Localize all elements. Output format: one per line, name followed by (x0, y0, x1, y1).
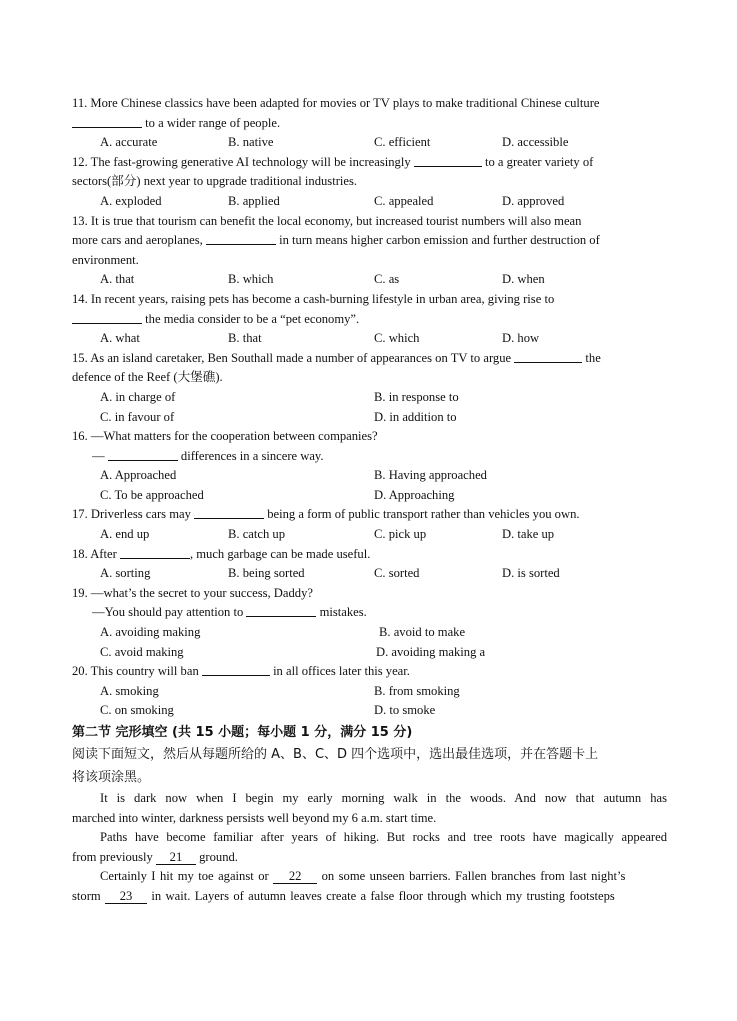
question-11-stem: 11. More Chinese classics have been adapted for movies or TV plays to make traditional Chinese culture (72, 96, 600, 110)
question-13-stem-end: in turn means higher carbon emission and further destruction of (279, 233, 600, 248)
option-b[interactable]: B. which (228, 272, 274, 287)
option-a[interactable]: A. exploded (100, 193, 162, 208)
passage-paragraph-2-line2 (72, 848, 667, 868)
question-14-stem: 14. In recent years, raising pets has become a cash-burning lifestyle in urban area, giving rise to (72, 291, 555, 306)
question-15-line2 (72, 368, 667, 388)
question-13-stem-line3: environment. (72, 252, 139, 267)
option-a[interactable]: A. sorting (100, 566, 151, 581)
option-d[interactable]: D. Approaching (374, 487, 455, 502)
question-12-line2 (72, 172, 667, 192)
question-11 (72, 94, 667, 114)
answer-blank[interactable] (206, 231, 276, 245)
question-12-options (72, 192, 667, 212)
question-19 (72, 584, 667, 604)
option-a[interactable]: A. in charge of (100, 389, 176, 404)
question-19-options-row2 (72, 643, 667, 663)
option-b[interactable]: B. from smoking (374, 683, 460, 698)
question-15-stem: 15. As an island caretaker, Ben Southall made a number of appearances on TV to argue (72, 350, 512, 365)
question-12-stem-line2: sectors(部分) next year to upgrade traditional industries. (72, 174, 358, 189)
question-20-stem: 20. This country will ban (72, 664, 199, 679)
answer-blank[interactable] (202, 662, 270, 676)
question-15-options-row1 (72, 388, 667, 408)
answer-blank[interactable] (72, 114, 142, 128)
question-14-stem-end: the media consider to be a “pet economy”. (145, 311, 360, 326)
question-18 (72, 545, 667, 565)
cloze-blank-21[interactable]: 21 (156, 850, 196, 865)
question-19-line2 (72, 603, 667, 623)
answer-blank[interactable] (246, 603, 316, 617)
question-15-stem-line2: defence of the Reef (大堡礁). (72, 370, 223, 385)
option-d[interactable]: D. to smoke (374, 703, 436, 718)
question-16-stem: 16. —What matters for the cooperation between companies? (72, 429, 378, 444)
question-13-stem: 13. It is true that tourism can benefit the local economy, but increased tourist numbers will also mean (72, 213, 582, 228)
passage-text: Certainly I hit my toe against or (100, 869, 269, 884)
option-a[interactable]: A. end up (100, 527, 150, 542)
question-16-options-row1 (72, 466, 667, 486)
question-16 (72, 427, 667, 447)
question-19-stem-mid: —You should pay attention to (92, 605, 244, 620)
question-15 (72, 349, 667, 369)
answer-blank[interactable] (120, 545, 190, 559)
section-instruction-line2: 将该项涂黑。 (72, 770, 151, 785)
option-d[interactable]: D. avoiding making a (376, 644, 486, 659)
option-b[interactable]: B. that (228, 331, 262, 346)
question-16-line2 (72, 447, 667, 467)
answer-blank[interactable] (194, 505, 264, 519)
section-heading: 第二节 完形填空 (共 15 小题；每小题 1 分，满分 15 分) (72, 725, 413, 740)
option-c[interactable]: C. pick up (374, 527, 427, 542)
question-20 (72, 662, 667, 682)
option-a[interactable]: A. accurate (100, 135, 158, 150)
question-16-dash: — (92, 448, 105, 463)
exam-page (72, 94, 667, 907)
answer-blank[interactable] (514, 349, 582, 363)
option-d[interactable]: D. is sorted (502, 566, 560, 581)
question-11-options (72, 133, 667, 153)
question-11-stem-end: to a wider range of people. (145, 115, 281, 130)
question-17-stem-end: being a form of public transport rather than vehicles you own. (267, 507, 580, 522)
option-c[interactable]: C. in favour of (100, 409, 175, 424)
question-14-line2 (72, 310, 667, 330)
question-17 (72, 505, 667, 525)
question-17-options (72, 525, 667, 545)
passage-text: storm (72, 888, 101, 903)
question-13-line3 (72, 251, 667, 271)
option-b[interactable]: B. Having approached (374, 468, 487, 483)
option-b[interactable]: B. catch up (228, 527, 286, 542)
option-c[interactable]: C. as (374, 272, 400, 287)
answer-blank[interactable] (108, 447, 178, 461)
option-a[interactable]: A. what (100, 331, 140, 346)
option-c[interactable]: C. on smoking (100, 703, 174, 718)
passage-paragraph-1-line2: marched into winter, darkness persists well beyond my 6 a.m. start time. (72, 810, 437, 825)
question-20-stem-end: in all offices later this year. (273, 664, 410, 679)
question-12 (72, 153, 667, 173)
question-14 (72, 290, 667, 310)
question-18-stem: 18. After (72, 546, 117, 561)
option-b[interactable]: B. native (228, 135, 274, 150)
section-instruction: 阅读下面短文，然后从每题所给的 A、B、C、D 四个选项中，选出最佳选项，并在答题卡上 (72, 747, 599, 762)
question-14-options (72, 329, 667, 349)
option-c[interactable]: C. efficient (374, 135, 431, 150)
question-16-options-row2 (72, 486, 667, 506)
passage-text: on some unseen barriers. Fallen branches from last night’s (321, 869, 626, 884)
option-d[interactable]: D. approved (502, 193, 565, 208)
option-b[interactable]: B. being sorted (228, 566, 305, 581)
question-11-line2 (72, 114, 667, 134)
option-c[interactable]: C. sorted (374, 566, 420, 581)
option-d[interactable]: D. when (502, 272, 545, 287)
option-d[interactable]: D. accessible (502, 135, 569, 150)
option-a[interactable]: A. avoiding making (100, 625, 201, 640)
question-20-options-row2 (72, 701, 667, 721)
option-a[interactable]: A. Approached (100, 468, 177, 483)
option-d[interactable]: D. how (502, 331, 540, 346)
question-19-stem-end: mistakes. (319, 605, 367, 620)
option-d[interactable]: D. take up (502, 527, 555, 542)
question-15-stem-end: the (585, 350, 601, 365)
question-19-stem: 19. —what’s the secret to your success, Daddy? (72, 585, 313, 600)
option-c[interactable]: C. avoid making (100, 644, 184, 659)
question-18-options (72, 564, 667, 584)
option-d[interactable]: D. in addition to (374, 409, 457, 424)
option-b[interactable]: B. avoid to make (379, 625, 466, 640)
question-12-stem-end: to a greater variety of (484, 154, 594, 169)
passage-paragraph-1: It is dark now when I begin my early morning walk in the woods. And now that autumn has (100, 791, 667, 805)
question-18-stem-end: , much garbage can be made useful. (189, 546, 371, 561)
question-19-options-row1 (72, 623, 667, 643)
question-15-options-row2 (72, 408, 667, 428)
question-20-options-row1 (72, 682, 667, 702)
question-13 (72, 212, 667, 232)
option-a[interactable]: A. smoking (100, 683, 159, 698)
passage-text: ground. (199, 849, 238, 864)
option-b[interactable]: B. applied (228, 193, 280, 208)
cloze-blank-22[interactable]: 22 (273, 869, 317, 884)
question-17-stem: 17. Driverless cars may (72, 507, 191, 522)
question-13-stem-mid: more cars and aeroplanes, (72, 233, 203, 248)
option-b[interactable]: B. in response to (374, 389, 459, 404)
option-c[interactable]: C. which (374, 331, 420, 346)
passage-text: from previously (72, 849, 153, 864)
passage-paragraph-3-line2 (72, 887, 667, 907)
question-13-line2 (72, 231, 667, 251)
option-c[interactable]: C. To be approached (100, 487, 204, 502)
question-16-stem-end: differences in a sincere way. (180, 448, 324, 463)
passage-text: in wait. Layers of autumn leaves create a false floor through which my trusting footsteps (151, 888, 615, 903)
passage-paragraph-3 (72, 867, 667, 887)
option-a[interactable]: A. that (100, 272, 135, 287)
question-13-options (72, 270, 667, 290)
passage-paragraph-2: Paths have become familiar after years of hiking. But rocks and tree roots have magically appeared (100, 830, 667, 845)
question-12-stem: 12. The fast-growing generative AI technology will be increasingly (72, 154, 411, 169)
option-c[interactable]: C. appealed (374, 193, 434, 208)
answer-blank[interactable] (414, 153, 482, 167)
cloze-blank-23[interactable]: 23 (105, 889, 147, 904)
answer-blank[interactable] (72, 310, 142, 324)
